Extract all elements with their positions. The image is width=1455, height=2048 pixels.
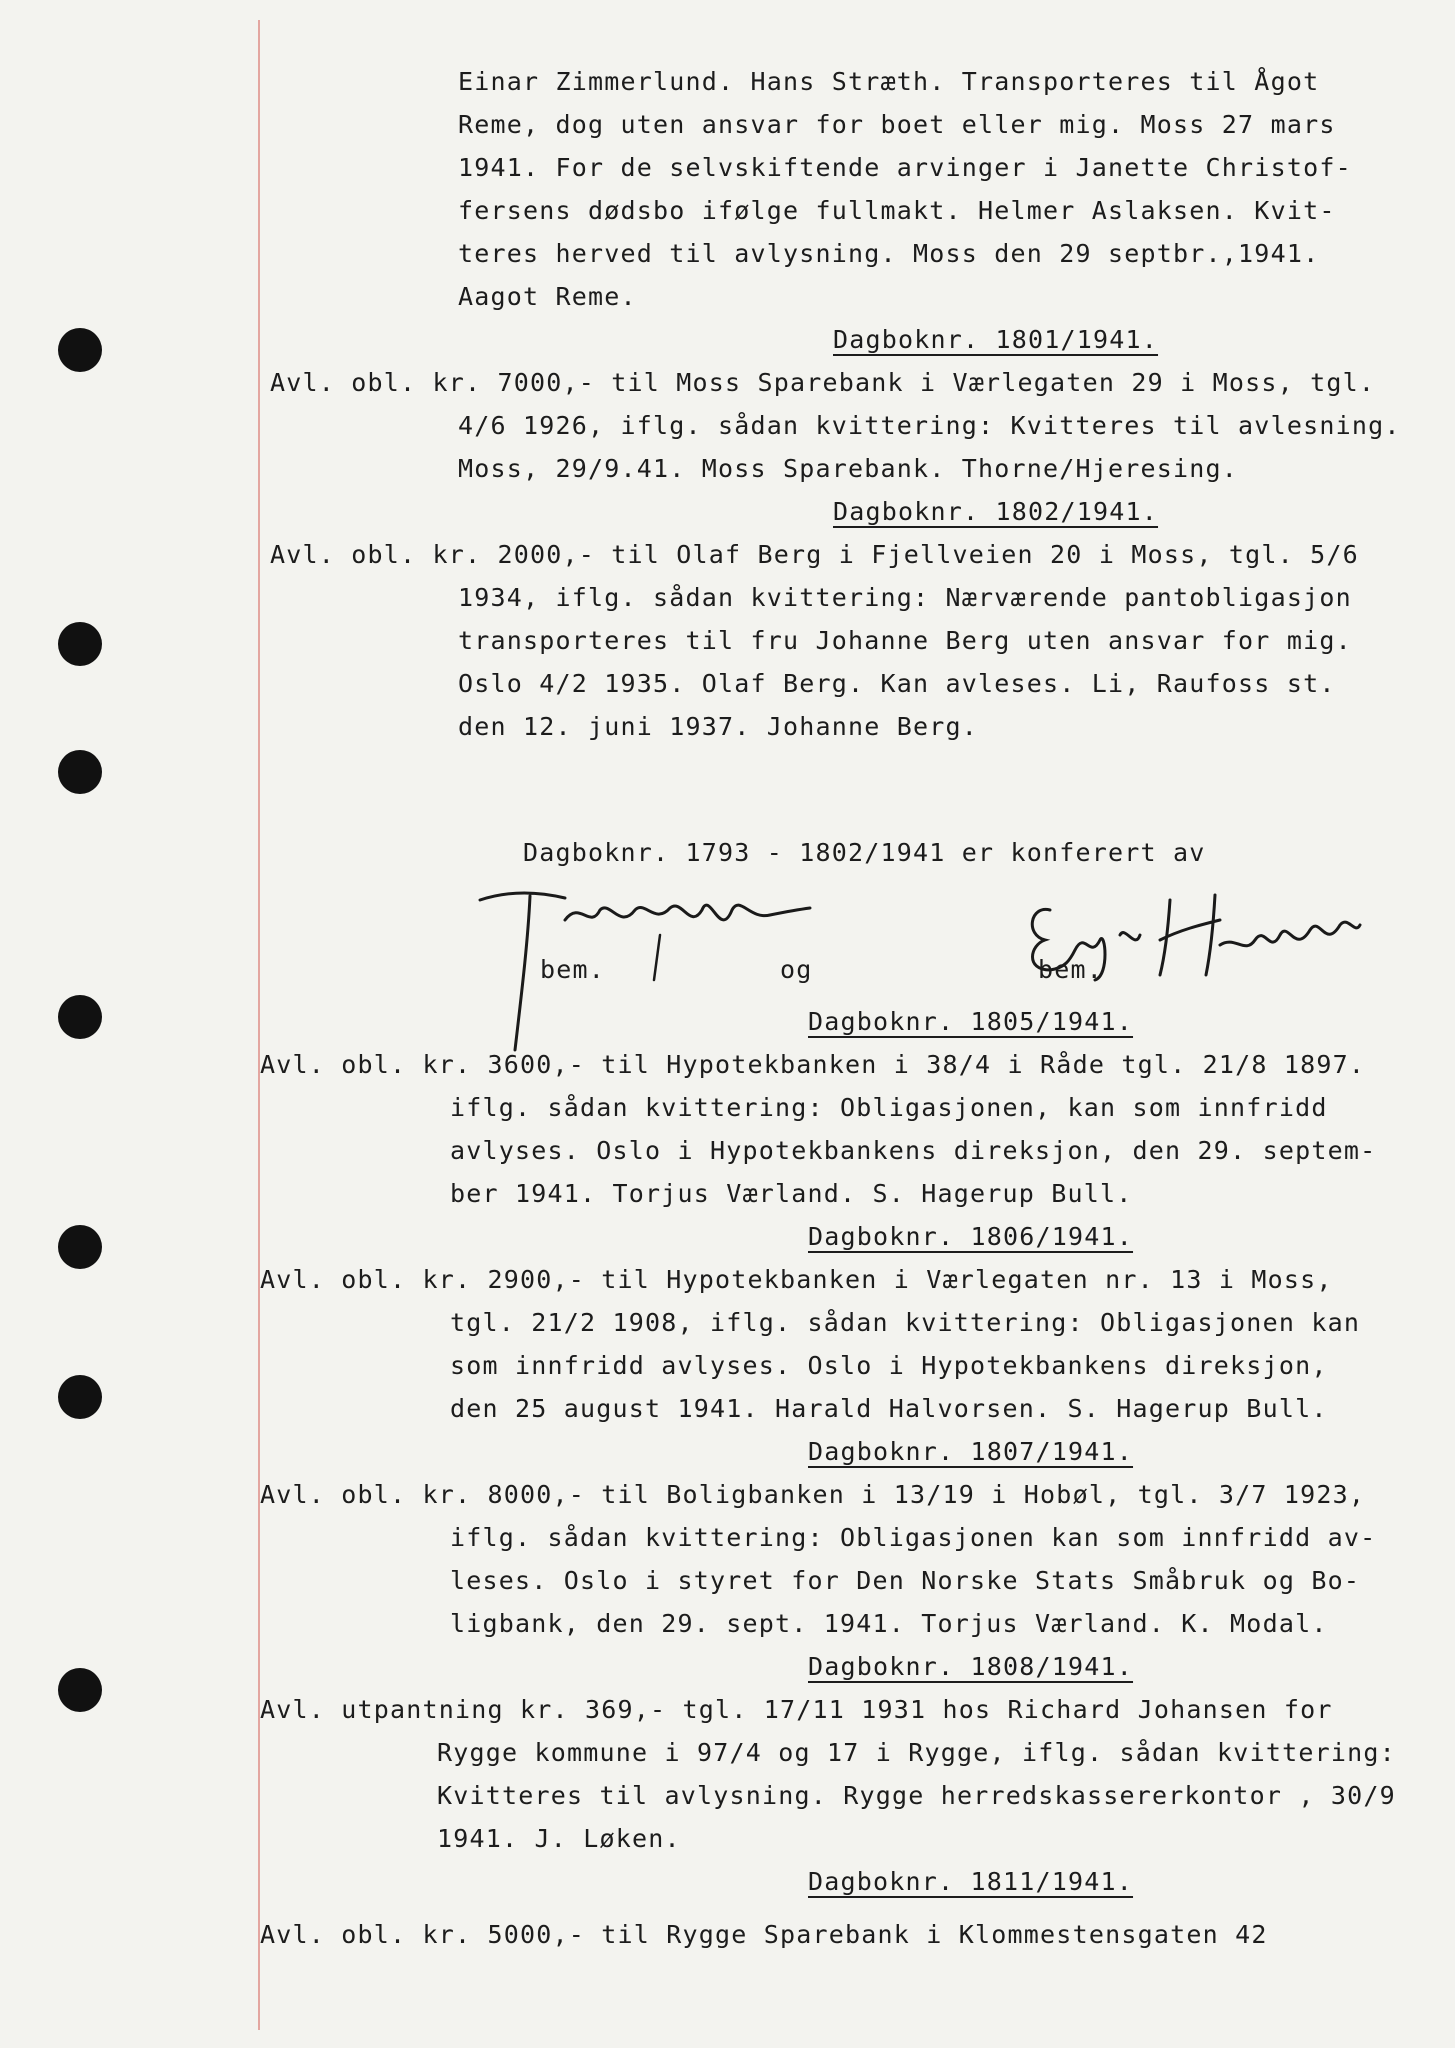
text-line: den 12. juni 1937. Johanne Berg. [458,712,979,741]
punch-hole [58,1668,102,1712]
signature-left [470,880,820,1060]
text-line: ligbank, den 29. sept. 1941. Torjus Værland. K. Modal. [450,1609,1328,1638]
text-line: 4/6 1926, iflg. sådan kvittering: Kvitteres til avlesning. [458,411,1401,440]
entry-heading: Dagboknr. 1808/1941. [808,1652,1134,1681]
margin-line [258,20,260,2030]
text-line: leses. Oslo i styret for Den Norske Stats Småbruk og Bo- [450,1566,1361,1595]
text-line: Avl. obl. kr. 2900,- til Hypotekbanken i Værlegaten nr. 13 i Moss, [260,1265,1333,1294]
text-line: den 25 august 1941. Harald Halvorsen. S. Hagerup Bull. [450,1394,1328,1423]
text-line: transporteres til fru Johanne Berg uten ansvar for mig. [458,626,1352,655]
text-line: Avl. utpantning kr. 369,- tgl. 17/11 1931 hos Richard Johansen for [260,1695,1333,1724]
text-line: 1934, iflg. sådan kvittering: Nærværende pantobligasjon [458,583,1352,612]
text-line: Avl. obl. kr. 2000,- til Olaf Berg i Fjellveien 20 i Moss, tgl. 5/6 [270,540,1359,569]
punch-hole [58,1225,102,1269]
text-line: Oslo 4/2 1935. Olaf Berg. Kan avleses. Li, Raufoss st. [458,669,1336,698]
bem-label: bem. [1038,955,1104,984]
entry-heading: Dagboknr. 1805/1941. [808,1007,1134,1036]
text-line: Moss, 29/9.41. Moss Sparebank. Thorne/Hjeresing. [458,454,1239,483]
bem-label: bem. [540,955,606,984]
punch-hole [58,995,102,1039]
text-line: 1941. For de selvskiftende arvinger i Janette Christof- [458,153,1352,182]
og-label: og [780,955,813,984]
entry-heading: Dagboknr. 1801/1941. [833,325,1159,354]
text-line: iflg. sådan kvittering: Obligasjonen, kan som innfridd [450,1093,1328,1122]
punch-hole [58,328,102,372]
text-line: Rygge kommune i 97/4 og 17 i Rygge, iflg. sådan kvittering: [437,1738,1396,1767]
text-line: ber 1941. Torjus Værland. S. Hagerup Bull. [450,1179,1133,1208]
entry-heading: Dagboknr. 1806/1941. [808,1222,1134,1251]
text-line: teres herved til avlysning. Moss den 29 septbr.,1941. [458,239,1320,268]
text-line: Avl. obl. kr. 3600,- til Hypotekbanken i 38/4 i Råde tgl. 21/8 1897. [260,1050,1366,1079]
punch-hole [58,622,102,666]
text-line: avlyses. Oslo i Hypotekbankens direksjon, den 29. septem- [450,1136,1377,1165]
punch-hole [58,750,102,794]
text-line: Einar Zimmerlund. Hans Stræth. Transporteres til Ågot [458,67,1320,96]
punch-hole [58,1375,102,1419]
text-line: som innfridd avlyses. Oslo i Hypotekbankens direksjon, [450,1351,1328,1380]
entry-heading: Dagboknr. 1802/1941. [833,497,1159,526]
text-line: tgl. 21/2 1908, iflg. sådan kvittering: Obligasjonen kan [450,1308,1361,1337]
text-line: Avl. obl. kr. 7000,- til Moss Sparebank i Værlegaten 29 i Moss, tgl. [270,368,1376,397]
text-line: fersens dødsbo ifølge fullmakt. Helmer Aslaksen. Kvit- [458,196,1336,225]
text-line: 1941. J. Løken. [437,1824,681,1853]
text-line: Avl. obl. kr. 8000,- til Boligbanken i 13/19 i Hobøl, tgl. 3/7 1923, [260,1480,1366,1509]
entry-heading: Dagboknr. 1807/1941. [808,1437,1134,1466]
text-line: Aagot Reme. [458,282,637,311]
text-line: Kvitteres til avlysning. Rygge herredskassererkontor , 30/9 [437,1781,1396,1810]
entry-heading: Dagboknr. 1811/1941. [808,1867,1134,1896]
text-line: Reme, dog uten ansvar for boet eller mig. Moss 27 mars [458,110,1336,139]
text-line: Avl. obl. kr. 5000,- til Rygge Sparebank i Klommestensgaten 42 [260,1920,1268,1949]
konferert-line: Dagboknr. 1793 - 1802/1941 er konferert av [523,838,1206,867]
text-line: iflg. sådan kvittering: Obligasjonen kan som innfridd av- [450,1523,1377,1552]
